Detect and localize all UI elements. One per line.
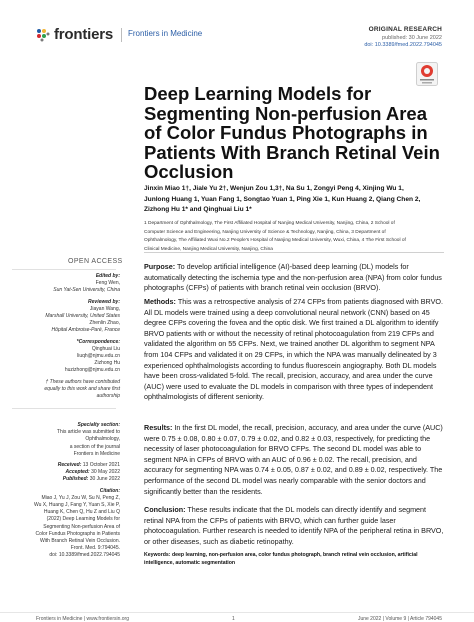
citation-line: Color Fundus Photographs in Patients xyxy=(35,530,120,537)
results-label: Results: xyxy=(144,423,173,432)
purpose-text: To develop artificial intelligence (AI)-based deep learning (DL) models for automatically detecting the ischemia type and the non-perfusion area (NPA) from color fundus photographs (CFPs) of patients with branch retinal vein occlusion (BRVO). xyxy=(144,262,442,293)
conclusion-text: These results indicate that the DL models can directly identify and segment retinal NPA from the CFPs of patients with BRVO, which can further guide laser photocoagulation. Further research is needed to identify NPA of the peripheral retina in BRVO, or other diseases, such as diabetic retinopathy. xyxy=(144,505,444,546)
edited-by-label: Edited by: xyxy=(95,273,120,279)
citation-line: Miao J, Yu J, Zou W, Su N, Peng Z, xyxy=(41,494,120,501)
reviewer-affiliation: Marshall University, United States xyxy=(45,313,120,320)
journal-name[interactable]: Frontiers in Medicine xyxy=(128,29,203,38)
citation-label: Citation: xyxy=(99,487,120,494)
purpose-label: Purpose: xyxy=(144,262,176,271)
open-access-label: OPEN ACCESS xyxy=(68,258,123,265)
equal-contribution-note: authorship xyxy=(96,393,120,400)
affiliation-line: Computer Science and Engineering, Nanjing University of Science & Technology, Nanjing, China, 3 Department of xyxy=(144,229,386,235)
published-date: published: 30 June 2022 xyxy=(382,35,442,41)
published-row xyxy=(10,476,120,483)
citation-doi[interactable]: doi: 10.3389/fmed.2022.794045 xyxy=(49,552,120,559)
affiliation-line: Ophthalmology, The Affiliated Wuxi No.2 People's Hospital of Nanjing Medical University, Wuxi, China, 4 The First School of xyxy=(144,238,406,243)
abstract-methods xyxy=(144,297,444,403)
left-divider xyxy=(12,269,116,270)
doi-link[interactable]: doi: 10.3389/fmed.2022.794045 xyxy=(364,42,442,48)
methods-label: Methods: xyxy=(144,297,176,306)
published-label: Published: xyxy=(62,476,89,483)
page-number: 1 xyxy=(232,616,235,622)
conclusion-label: Conclusion: xyxy=(144,505,186,514)
abstract-conclusion xyxy=(144,505,444,547)
footer-issue: June 2022 | Volume 9 | Article 794045 xyxy=(357,616,442,622)
check-for-updates-icon[interactable] xyxy=(416,62,438,86)
citation-line: Huang K, Chen Q, Hu Z and Liu Q xyxy=(43,509,120,516)
editor-affiliation: Sun Yat-Sen University, China xyxy=(53,287,120,294)
accepted-row xyxy=(10,469,120,476)
citation-line: Wu X, Huang J, Fang Y, Yuan S, Xie P, xyxy=(34,502,120,509)
accepted-label: Accepted: xyxy=(65,469,90,476)
citation-line: (2022) Deep Learning Models for xyxy=(46,516,120,523)
citation-line: Segmenting Non-perfusion Area of xyxy=(43,523,120,530)
author-line: Junlong Huang 1, Yuan Fang 1, Songtao Yuan 1, Ping Xie 1, Kun Huang 2, Qiang Chen 2, xyxy=(144,195,421,203)
article-title: Deep Learning Models for Segmenting Non-perfusion Area of Color Fundus Photographs in Patients With Branch Retinal Vein Occlusion xyxy=(144,83,440,182)
correspondent-name: Qinghuai Liu xyxy=(91,345,120,352)
author-line: Zizhong Hu 1* and Qinghuai Liu 1* xyxy=(144,206,252,213)
received-date: 13 October 2021 xyxy=(82,462,120,469)
citation-line: Front. Med. 9:794045. xyxy=(70,545,120,552)
specialty-line: Ophthalmology, xyxy=(85,436,120,443)
specialty-line: a section of the journal xyxy=(69,443,120,450)
published-date-left: 30 June 2022 xyxy=(89,476,120,483)
article-type: ORIGINAL RESEARCH xyxy=(368,26,442,33)
editor-block xyxy=(10,273,120,400)
footer-divider xyxy=(0,612,474,613)
equal-contribution-note: equally to this work and share first xyxy=(44,385,120,392)
results-text: In the first DL model, the recall, precision, accuracy, and area under the curve (AUC) were 0.75 ± 0.08, 0.80 ± 0.07, 0.79 ± 0.02, and 0.82 ± 0.03, respectively, for predicting the necessity of laser photocoagulation for BRVO CFPs. The second DL model was able to segment NPA in CFPs of BRVO with an AUC of 0.96 ± 0.02. The recall, precision, and accuracy for segmenting NPA was 0.74 ± 0.05, 0.87 ± 0.02, and 0.89 ± 0.02, respectively. The performance of the second DL model was nearly comparable with the senior doctors and significantly better than the residents. xyxy=(144,423,443,496)
specialty-line: Frontiers in Medicine xyxy=(73,450,120,457)
affiliation-line: 1 Department of Ophthalmology, The First Affiliated Hospital of Nanjing Medical University, Nanjing, China, 2 School of xyxy=(144,221,395,226)
correspondent-email[interactable]: huzizhong@njmu.edu.cn xyxy=(64,367,120,374)
affiliation-line: Clinical Medicine, Nanjing Medical University, Nanjing, China xyxy=(144,246,273,252)
received-label: Received: xyxy=(57,462,82,469)
affiliations xyxy=(144,220,444,254)
abstract-results xyxy=(144,423,444,497)
methods-text: This was a retrospective analysis of 274 CFPs from patients diagnosed with BRVO. All DL models were trained using a deep convolutional neural network (CNN) based on 45 degree CFPs covering the fovea and the optic disk. We first trained a DL algorithm to identify BRVO patients with or without the necessity of retinal photocoagulation from 219 CFPs and validated the algorithm on 55 CFPs. Next, we trained another DL algorithm to segment NPA from 104 CFPs and validated it on 29 CFPs, in which the NPA was manually delineated by 3 experienced ophthalmologists according to fundus fluorescein angiography. Both DL models have been cross-validated 5-fold. The recall, precision, accuracy, and area under the curve (AUC) were used to evaluate the DL models in comparison with three types of independent ophthalmologists of different seniority. xyxy=(144,297,443,402)
editor-name: Feng Wen, xyxy=(95,280,120,287)
correspondent-email[interactable]: liuqh@njmu.edu.cn xyxy=(77,353,120,360)
keywords: Keywords: deep learning, non-perfusion area, color fundus photograph, branch retinal vein occlusion, artificial intelligence, automatic segmentation xyxy=(144,552,418,566)
specialty-block xyxy=(10,422,120,560)
reviewer-name: Zhenlin Zhao, xyxy=(89,320,120,327)
correspondent-name: Zizhong Hu xyxy=(94,360,120,367)
left-divider xyxy=(12,408,116,409)
author-list xyxy=(144,184,444,216)
received-row xyxy=(10,462,120,469)
specialty-line: This article was submitted to xyxy=(56,429,120,436)
specialty-section-label: Specialty section: xyxy=(77,422,120,428)
reviewed-by-label: Reviewed by: xyxy=(88,298,120,305)
correspondence-label: *Correspondence: xyxy=(76,338,120,345)
abstract-purpose xyxy=(144,262,444,294)
reviewer-affiliation: Hôpital Ambroise-Paré, France xyxy=(51,327,120,334)
accepted-date: 30 May 2022 xyxy=(91,469,120,476)
reviewer-name: Jiayan Wang, xyxy=(89,305,120,312)
footer-journal[interactable]: Frontiers in Medicine | www.frontiersin.org xyxy=(36,616,129,622)
author-line: Jinxin Miao 1†, Jiale Yu 2†, Wenjun Zou 1,3†, Na Su 1, Zongyi Peng 4, Xinjing Wu 1, xyxy=(144,185,404,192)
citation-line: With Branch Retinal Vein Occlusion. xyxy=(39,538,120,545)
title-divider xyxy=(144,252,444,253)
equal-contribution-note: † These authors have contributed xyxy=(45,378,120,385)
header-divider xyxy=(121,28,122,42)
frontiers-logo-icon xyxy=(36,28,50,42)
frontiers-logo-text[interactable]: frontiers xyxy=(54,26,114,43)
